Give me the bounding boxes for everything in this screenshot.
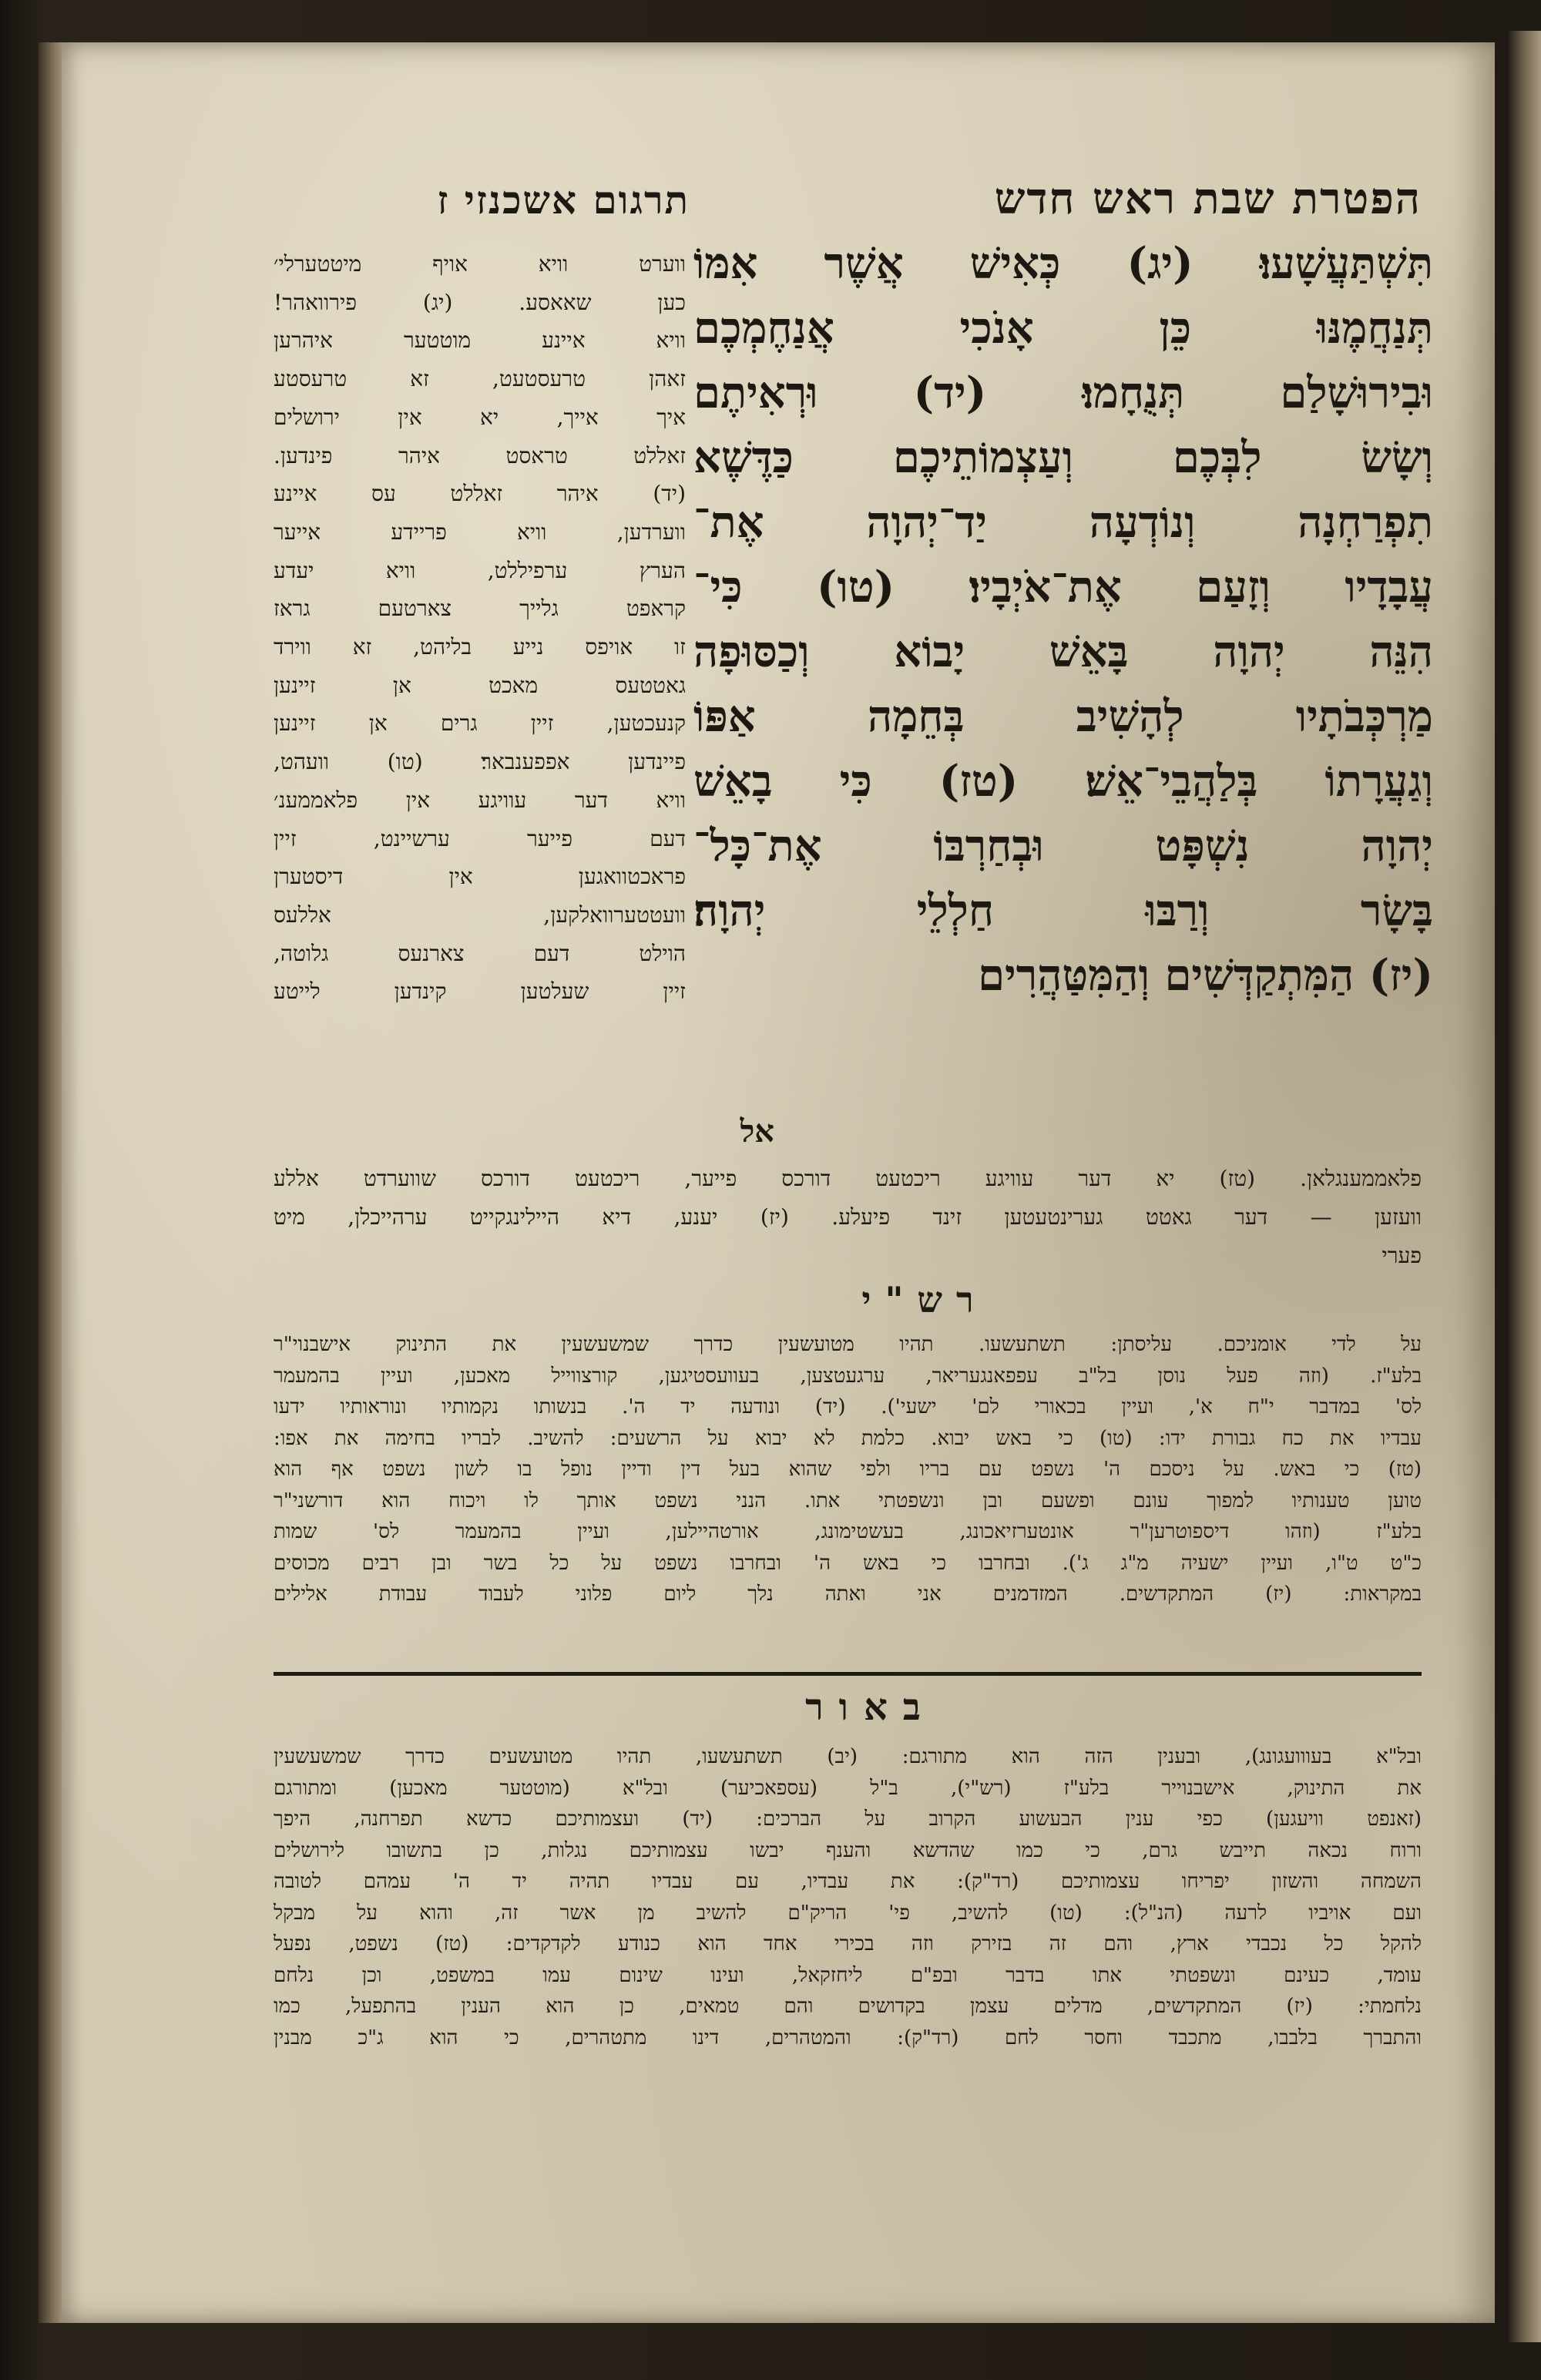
biur-heading: באור	[805, 1686, 936, 1729]
hebrew-line: (יז) הַמִּתְקַדְּשִׁים וְהַמִּטַּהֲרִים	[978, 950, 1433, 1001]
rashi-line: במקראות: (יז) המתקדשים. המזדמנים אני ואתה נלך ליום פלוני לעבוד עבודת אלילים	[274, 1583, 1422, 1606]
biur-line: והתברך בלבבו, מתכבד וחסר לחם (רד"ק): והמטהרים, דינו מתטהרים, כי הוא ג"כ מבנין	[274, 2026, 1422, 2049]
yiddish-line: איך אייך, יא אין ירושלים	[274, 404, 686, 430]
rashi-line: (טז) כי באש. על ניסכם ה' נשפט עם בריו ולפי שהוא בעל דין ודיין נופל בו לשון נשפט אף הוא	[274, 1458, 1422, 1481]
biur-line: להקל כל נכבדי ארץ, והם זה בזירק וזה בכירי אחד הוא כנודע לקדקדים: (טז) נשפט, נפעל	[274, 1932, 1422, 1955]
running-header-translation: תרגום אשכנזי ז	[437, 177, 690, 223]
hebrew-line: יְהוָה נִשְׁפָּט וּבְחַרְבּוֹ אֶת־כָּל־	[693, 821, 1433, 871]
biur-line: השמחה והשזון יפריחו עצמותיכם (רד"ק): את עבדיו, עם עבדיו תהיה יד ה' עמהם לטובה	[274, 1870, 1422, 1893]
facing-page-edge	[1506, 31, 1541, 2342]
hebrew-line: תְּנַחֲמֶנּוּ כֵּן אָנֹכִי אֲנַחֶמְכֶם	[693, 303, 1433, 354]
running-header-haftarah: הפטרת שבת ראש חדש	[994, 173, 1422, 224]
biur-line: ורוח נכאה תייבש גרם, כי כמו שהדשא והענף יבשו עצמותיכם נגלות, כן בתשובו לירושלים	[274, 1838, 1422, 1862]
yiddish-line: דעם פייער ערשיינט, זיין	[274, 825, 686, 851]
rashi-heading: רש"י	[861, 1279, 988, 1321]
yiddish-line: וויא דער עוויגע אין פלאממענ׳	[274, 787, 686, 813]
hebrew-line: וּבִירוּשָׁלַם תְּנֻחָמוּ׃ (יד) וּרְאִיתֶם	[693, 368, 1433, 418]
book-spine-edge	[39, 42, 62, 2323]
yiddish-line: וויא איינע מוטטער איהרען	[274, 327, 686, 354]
hebrew-line: תִּשְׁתַּעֲשָׁעוּ׃ (יג) כְּאִישׁ אֲשֶׁר אִמּוֹ	[693, 238, 1433, 289]
catch-word: אל	[740, 1113, 774, 1150]
yiddish-line: זו אויפס נייע בליהט, זא ווירד	[274, 634, 686, 660]
yiddish-line: זאללט טראסט איהר פינדען.	[274, 442, 686, 468]
biur-line: ובל"א בעווועגונג), ובענין הזה הוא מתורגם: (יב) תשתעשעו, תהיו מטועשעים כדרך שמשעשעין	[274, 1745, 1422, 1768]
yiddish-line: כען שאאסע. (יג) פירוואהר!	[274, 289, 686, 315]
rashi-line: בלע"ז (וזהו דיספוטרען"ר אונטערזיאכונג, בעשטימונג, אורטהיילען, ועיין בהמעמר לס' שמות	[274, 1520, 1422, 1543]
yiddish-line: פראכטוואגען אין דיסטערן	[274, 864, 686, 890]
yiddish-line: גאטטעס מאכט אן זיינען	[274, 672, 686, 698]
hebrew-line: בָּשָׂר וְרַבּוּ חַלְלֵי יְהוָה׃	[693, 885, 1433, 936]
yiddish-line: זיין שעלטען קינדען לייטע	[274, 979, 686, 1005]
biur-commentary	[274, 1741, 1422, 2053]
yiddish-line: הוילט דעם צארנעס גלוטה,	[274, 940, 686, 966]
rashi-line: על לדי אומניכם. עליסתן: תשתעשעו. תהיו מטועשעין כדרך שמשעשעין את התינוק אישבנוי"ר	[274, 1333, 1422, 1356]
yiddish-line: ווערט וויא אויף מיטטערלי׳	[274, 251, 686, 277]
hebrew-line: תִפְרַחְנָה וְנוֹדְעָה יַד־יְהוָה אֶת־	[693, 497, 1433, 548]
rashi-line: כ"ט ט"ו, ועיין ישעיה מ"ג ג'). ובחרבו כי באש ה' ובחרבו נשפט על כל בשר ובן רבים מכוסים	[274, 1551, 1422, 1575]
hebrew-line: הִנֵּה יְהוָה בָּאֵשׁ יָבוֹא וְכַסּוּפָה	[693, 626, 1433, 677]
biur-line: נלחמתי: (יז) המתקדשים, מדלים עצמן בקדושים והם טמאים, כן הוא הענין בהתפעל, כמו	[274, 1995, 1422, 2018]
biur-line: עומד, כעינם ונשפטתי אתו בדבר ובפ"ם ליחזקאל, ועינו שינום עמו במשפט, וכן נלחם	[274, 1963, 1422, 1987]
hebrew-line: וְגַעֲרָתוֹ בְּלַהֲבֵי־אֵשׁ׃ (טז) כִּי בָאֵשׁ	[693, 756, 1433, 807]
rashi-commentary	[274, 1329, 1422, 1610]
biur-line: (זאנפט וויעגען) כפי ענין הבעשוע הקרוב על הברכים: (יד) ועצמותיכם כדשא תפרחנה, היפך	[274, 1808, 1422, 1831]
yiddish-cont-line: פלאממענגלאן. (טז) יא דער עוויגע ריכטעט דורכס פייער, ריכטעט דורכס שווערדט אללע	[274, 1166, 1422, 1191]
rashi-line: בלע"ז. (וזה פעל נוסן בל"ב עפפאנגעריאר, ערגעטצען, בעוועסטיגען, קורצווייל מאכען, ועיין בהמעמר	[274, 1364, 1422, 1388]
yiddish-line: קנעכטען, זיין גרים אן זיינען	[274, 710, 686, 737]
yiddish-translation-column	[274, 245, 686, 1011]
rashi-line: לס' במדבר י"ח א', ועיין בכאורי לם' ישעי'). (יד) ונודעה יד ה'. בנשותו נקמותיו ונוראותיו ידעו	[274, 1395, 1422, 1418]
rashi-line: עבדיו את כח גבורת ידו: (טו) כי באש יבוא. כלמת לא יבוא על הרשעים: להשיב. לבריו בחימה את אפו:	[274, 1426, 1422, 1450]
section-divider-rule	[274, 1672, 1422, 1676]
hebrew-text-column	[693, 231, 1433, 1008]
biur-line: את התינוק, אישבנוייר בלע"ז (רש"י), ב"ל (עספאכיער) ובל"א (מוטטער מאכען) ומתורגם	[274, 1776, 1422, 1800]
yiddish-translation-continuation	[274, 1160, 1422, 1275]
yiddish-line: זאהן טרעסטעט, זא טרעסטע	[274, 366, 686, 392]
yiddish-line: פיינדען אפפענבאר׃ (טו) וועהט,	[274, 749, 686, 775]
yiddish-line: וועטטערוואלקען, אללעס	[274, 901, 686, 928]
yiddish-line: ווערדען, וויא פריידע אייער	[274, 519, 686, 545]
yiddish-cont-line: וועזען — דער גאטט גערינטעטען זינד פיעלע. (יז) יענע, דיא היילינגקייט ערהייכלן, מיט	[274, 1204, 1422, 1230]
hebrew-line: וְשָׂשׂ לִבְּכֶם וְעַצְמוֹתֵיכֶם כַּדֶּשֶׁא	[693, 432, 1433, 483]
yiddish-line: קראפט גלייך צארטעם גראז	[274, 596, 686, 622]
hebrew-line: עֲבָדָיו וְזָעַם אֶת־אֹיְבָיו׃ (טו) כִּי־	[693, 562, 1433, 613]
rashi-line: טוען טענותיו למפוך עונם ופשעם ובן ונשפטתי אתו. הנני נשפט אותך לו ויכוח הוא דורשני"ר	[274, 1489, 1422, 1512]
yiddish-line: הערץ ערפיללט, וויא יעדע	[274, 557, 686, 583]
yiddish-line: (יד) איהר זאללט עס איינע	[274, 481, 686, 507]
yiddish-cont-line: פערי	[1382, 1243, 1422, 1268]
hebrew-line: מַרְכְּבֹתָיו לְהָשִׁיב בְּחֵמָה אַפּוֹ	[693, 691, 1433, 742]
biur-line: ועם אויביו לרעה (הנ"ל): (טו) להשיב, פי' הריק"ם להשיב מן אשר זה, והוא על מבקל	[274, 1901, 1422, 1925]
